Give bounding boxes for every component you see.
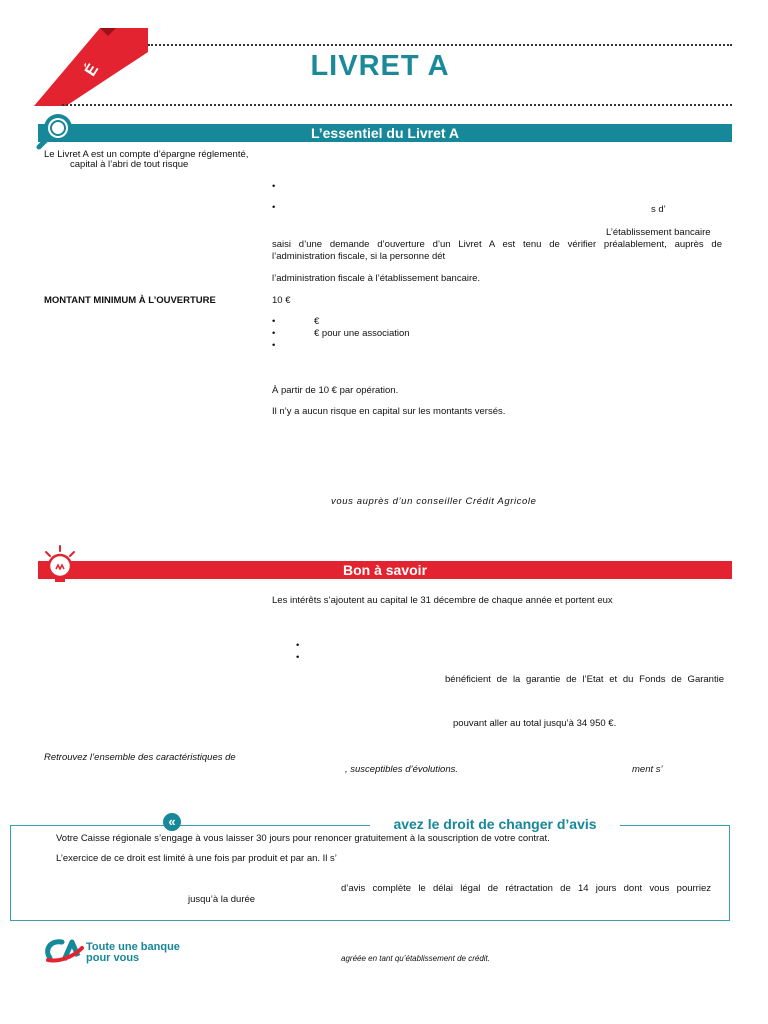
plafond-bullet-2: • <box>272 328 276 339</box>
logo-tagline <box>86 942 180 964</box>
paragraph-line-2: saisi d’une demande d’ouverture d’un Livret A est tenu de vérifier préalablement, auprès de <box>272 239 722 250</box>
evolutions-text: , susceptibles d’évolutions. <box>345 764 459 775</box>
section-title-essentiel: L’essentiel du Livret A <box>310 125 460 141</box>
section-bar-bon-a-savoir <box>38 561 732 579</box>
avis-line-4: jusqu’à la durée <box>188 894 256 905</box>
plafond-bullet-1: • <box>272 316 276 327</box>
ment-text: ment s’ <box>632 764 663 775</box>
avis-line-2: L’exercice de ce droit est limité à une fois par produit et par an. Il s’ <box>56 853 337 864</box>
header-ribbon <box>0 0 160 112</box>
magnifier-icon <box>34 114 78 152</box>
lightbulb-icon <box>38 545 82 585</box>
double-chevron-left-icon: « <box>163 813 181 831</box>
intro-line-2: capital à l’abri de tout risque <box>70 159 189 170</box>
plafond-item-2: € pour une association <box>314 328 410 339</box>
plafond-bullet-3: • <box>272 340 276 351</box>
bon-bullet-1: • <box>296 640 300 651</box>
section-bar-essentiel <box>38 124 732 142</box>
risque-text: Il n’y a aucun risque en capital sur les montants versés. <box>272 406 506 417</box>
retrouvez-text: Retrouvez l’ensemble des caractéristiques de <box>44 752 236 763</box>
logo-tagline-line-2: pour vous <box>86 952 140 964</box>
logo-tagline-line-1: Toute une banque <box>86 941 180 953</box>
garantie-text: bénéficient de la garantie de l’Etat et du Fonds de Garantie <box>445 674 724 685</box>
avis-title: avez le droit de changer d’avis <box>370 815 620 833</box>
paragraph-line-4: l’administration fiscale à l’établissement bancaire. <box>272 273 481 284</box>
page-title: LIVRET A <box>310 50 450 82</box>
header-dotted-rule-top <box>148 44 732 46</box>
interets-text: Les intérêts s’ajoutent au capital le 31 décembre de chaque année et portent eux <box>272 595 613 606</box>
avis-line-1: Votre Caisse régionale s’engage à vous laisser 30 jours pour renoncer gratuitement à la souscription de votre contrat. <box>56 833 550 844</box>
paragraph-line-3: l’administration fiscale, si la personne dét <box>272 251 446 262</box>
bon-bullet-2: • <box>296 652 300 663</box>
header-dotted-rule-bottom <box>62 104 732 106</box>
versements-text: À partir de 10 € par opération. <box>272 385 399 396</box>
ribbon-letter: É <box>82 61 103 80</box>
section-title-bon-a-savoir: Bon à savoir <box>342 562 428 578</box>
plafond-item-1: € <box>314 316 320 327</box>
credit-agricole-logo <box>42 938 86 964</box>
bullet-2-fragment: s d’ <box>651 204 666 215</box>
avis-line-3: d’avis complète le délai légal de rétractation de 14 jours dont vous pourriez <box>341 883 711 894</box>
footer-legal: agréée en tant qu’établissement de crédit. <box>341 954 490 963</box>
intro-line-1: Le Livret A est un compte d’épargne réglementé, <box>44 149 249 160</box>
bullet-1: • <box>272 181 276 192</box>
bullet-2: • <box>272 202 276 213</box>
paragraph-line-1: L’établissement bancaire <box>606 227 711 238</box>
montant-label: MONTANT MINIMUM À L’OUVERTURE <box>44 295 216 306</box>
total-text: pouvant aller au total jusqu’à 34 950 €. <box>453 718 617 729</box>
conseiller-text: vous auprès d’un conseiller Crédit Agricole <box>331 496 537 507</box>
montant-value: 10 € <box>272 295 291 306</box>
